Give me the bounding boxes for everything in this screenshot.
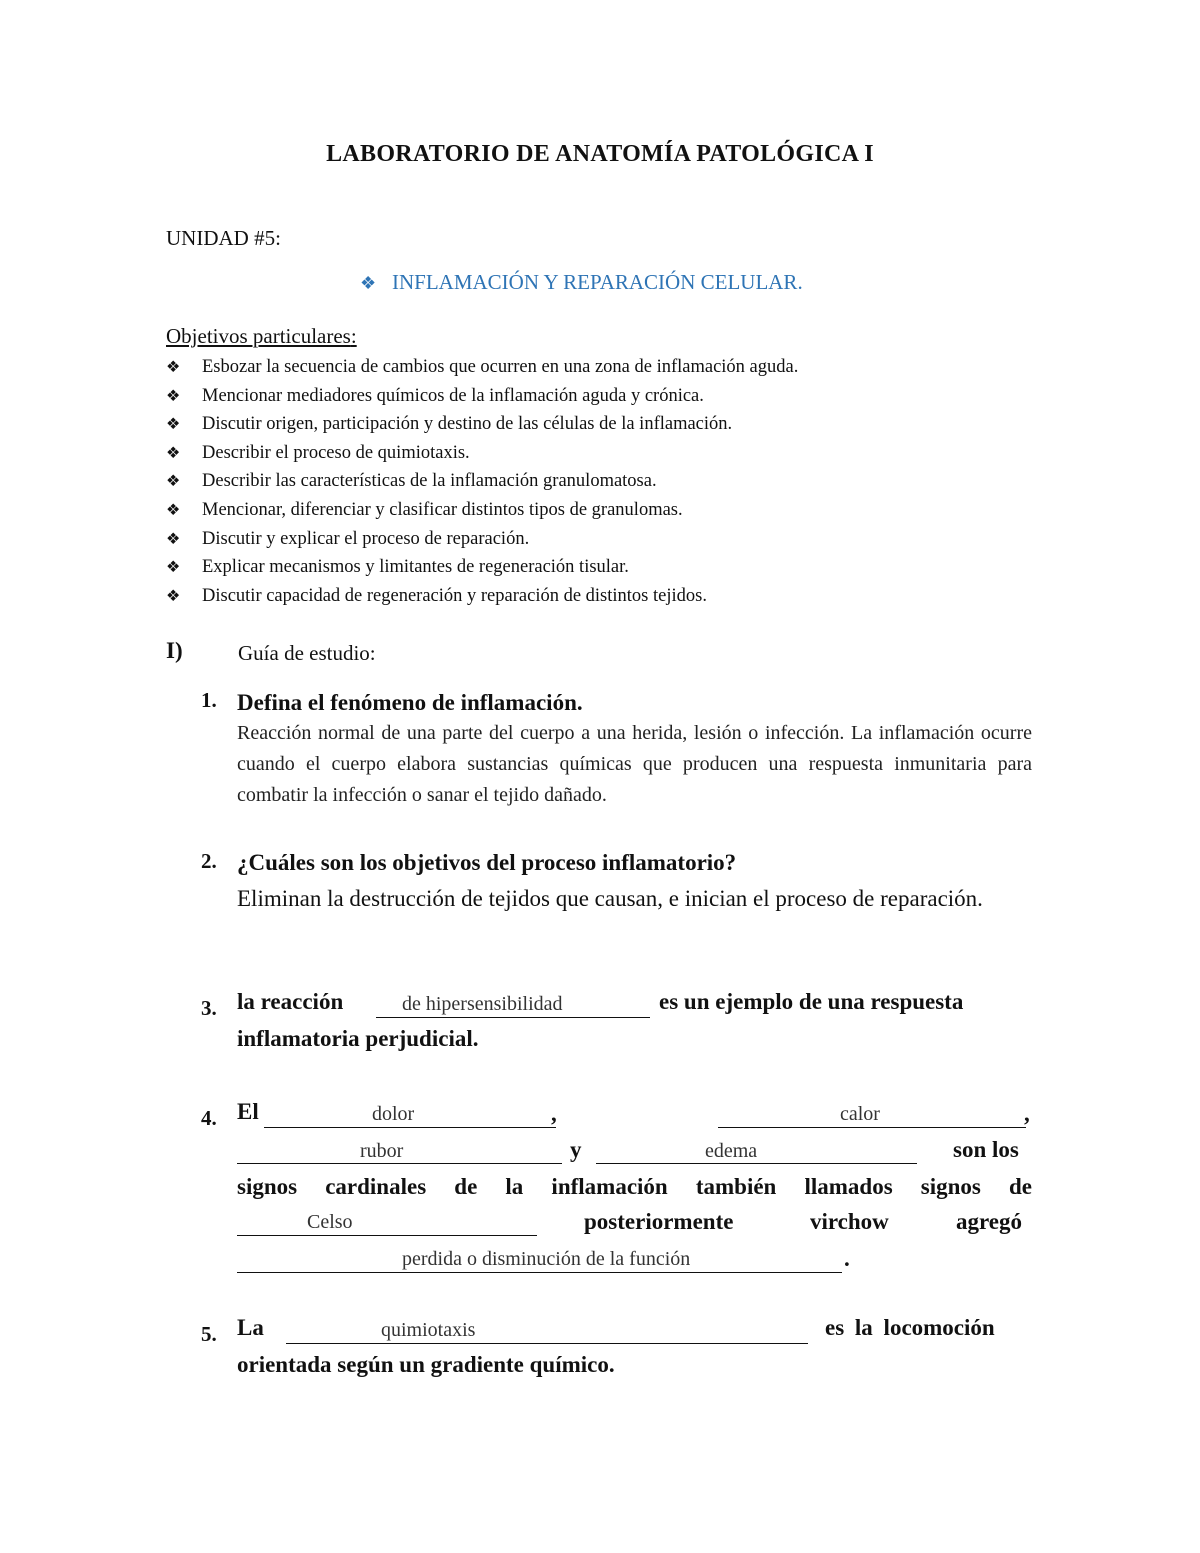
unit-label: UNIDAD #5:	[166, 226, 281, 250]
q4-el: El	[237, 1099, 259, 1124]
q5-answer-blank: quimiotaxis	[381, 1319, 476, 1341]
blank-line	[376, 1017, 650, 1018]
diamond-bullet-icon: ❖	[166, 473, 181, 491]
objective-text: Esbozar la secuencia de cambios que ocurren en una zona de inflamación aguda.	[202, 357, 799, 377]
question-number: 3.	[201, 996, 217, 1020]
q4-answer-blank-5: Celso	[307, 1211, 353, 1233]
objective-text: Explicar mecanismos y limitantes de regeneración tisular.	[202, 557, 629, 578]
question-1: Defina el fenómeno de inflamación.	[237, 690, 583, 715]
objectives-list	[166, 357, 798, 614]
diamond-bullet-icon: ❖	[360, 273, 377, 293]
list-item	[166, 500, 798, 529]
list-item	[166, 443, 798, 472]
diamond-bullet-icon: ❖	[166, 444, 181, 462]
answer-2: Eliminan la destrucción de tejidos que causan, e inician el proceso de reparación.	[237, 886, 983, 911]
section-number: I)	[166, 638, 183, 663]
q4-virchow: virchow	[810, 1209, 889, 1234]
blank-line	[596, 1163, 917, 1164]
q4-y: y	[570, 1137, 582, 1162]
list-item	[166, 471, 798, 500]
diamond-bullet-icon: ❖	[166, 501, 181, 519]
list-item	[166, 386, 798, 415]
q5-suffix: es la locomoción	[825, 1315, 995, 1340]
objectives-heading-colon: :	[350, 324, 357, 348]
document-title: LABORATORIO DE ANATOMÍA PATOLÓGICA I	[326, 141, 874, 167]
diamond-bullet-icon: ❖	[166, 530, 181, 548]
question-number: 2.	[201, 849, 217, 873]
q4-line3: signos cardinales de la inflamación también llamados signos de	[237, 1174, 1032, 1199]
q4-answer-blank-1: dolor	[372, 1103, 415, 1125]
objectives-heading	[166, 324, 357, 349]
q3-answer-blank: de hipersensibilidad	[402, 993, 563, 1015]
blank-line	[237, 1163, 562, 1164]
list-item	[166, 586, 798, 615]
q4-posteriormente: posteriormente	[584, 1209, 734, 1234]
blank-line	[718, 1127, 1026, 1128]
q4-answer-blank-6: perdida o disminución de la función	[402, 1248, 694, 1271]
question-number: 5.	[201, 1322, 217, 1346]
q3-prefix: la reacción	[237, 989, 344, 1014]
objective-text: Mencionar mediadores químicos de la inflamación aguda y crónica.	[202, 385, 704, 406]
list-item	[166, 529, 798, 558]
q4-answer-blank-3: rubor	[360, 1140, 404, 1162]
diamond-bullet-icon: ❖	[166, 359, 181, 376]
diamond-bullet-icon: ❖	[166, 416, 181, 434]
question-2: ¿Cuáles son los objetivos del proceso inflamatorio?	[237, 850, 737, 875]
objectives-heading-text: Objetivos particulares	[166, 324, 351, 348]
q4-son-los: son los	[953, 1137, 1019, 1162]
q5-la: La	[237, 1315, 264, 1340]
q3-line2: inflamatoria perjudicial.	[237, 1026, 479, 1051]
blank-line	[237, 1235, 537, 1236]
objective-text: Describir el proceso de quimiotaxis.	[202, 442, 470, 463]
blank-line	[286, 1343, 808, 1344]
unit-subtitle	[360, 270, 803, 295]
diamond-bullet-icon: ❖	[166, 587, 181, 605]
blank-line	[264, 1127, 556, 1128]
objective-text: Describir las características de la inflamación granulomatosa.	[202, 471, 657, 492]
q4-answer-blank-2: calor	[840, 1103, 880, 1125]
q4-agrego: agregó	[956, 1209, 1023, 1234]
q4-period: .	[844, 1246, 850, 1271]
list-item	[166, 557, 798, 586]
q3-suffix: es un ejemplo de una respuesta	[659, 989, 964, 1014]
section-title: Guía de estudio:	[238, 641, 376, 665]
blank-line	[237, 1272, 842, 1273]
q4-comma-1: ,	[551, 1101, 557, 1126]
question-number: 4.	[201, 1106, 217, 1130]
diamond-bullet-icon: ❖	[166, 387, 181, 405]
list-item	[166, 357, 798, 386]
unit-subtitle-text: INFLAMACIÓN Y REPARACIÓN CELULAR.	[392, 270, 803, 294]
q4-comma-2: ,	[1024, 1101, 1030, 1126]
diamond-bullet-icon: ❖	[166, 559, 181, 577]
objective-text: Discutir y explicar el proceso de reparación.	[202, 528, 530, 549]
objective-text: Discutir capacidad de regeneración y reparación de distintos tejidos.	[202, 585, 707, 606]
q4-answer-blank-4: edema	[705, 1140, 758, 1162]
q5-line2: orientada según un gradiente químico.	[237, 1352, 615, 1377]
answer-1: Reacción normal de una parte del cuerpo a una herida, lesión o infección. La inflamación ocurre cuando el cuerpo elabora sustancias químicas que producen una respuesta inmunitaria para combatir la infección o sanar el tejido dañado.	[237, 722, 1032, 806]
list-item	[166, 414, 798, 443]
question-number: 1.	[201, 688, 217, 712]
objective-text: Mencionar, diferenciar y clasificar distintos tipos de granulomas.	[202, 499, 683, 520]
objective-text: Discutir origen, participación y destino de las células de la inflamación.	[202, 414, 733, 435]
